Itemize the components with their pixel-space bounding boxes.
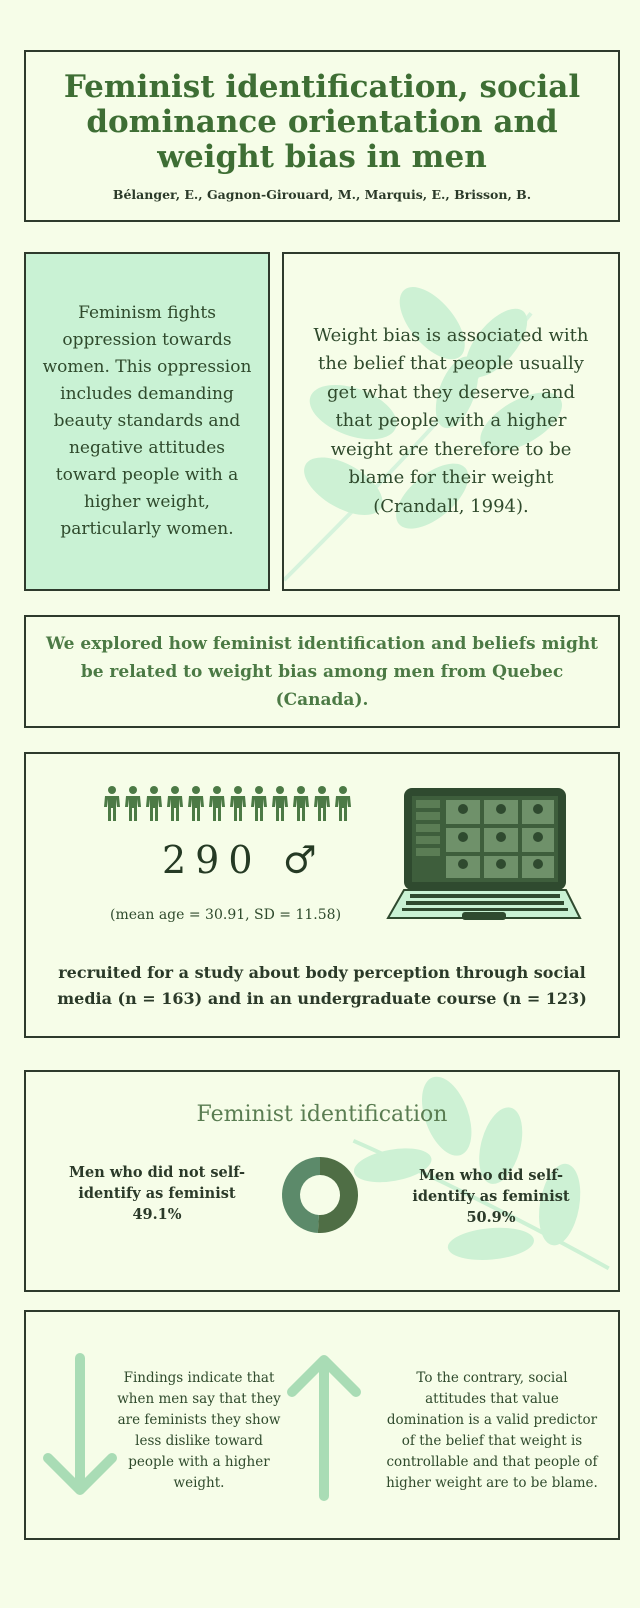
research-aim-panel xyxy=(24,615,620,728)
recruitment-text: recruited for a study about body perception through social media (n = 163) and in an undergraduate course (n = 123) xyxy=(57,963,587,1008)
people-icons xyxy=(104,786,356,822)
laptop-video-call-icon xyxy=(386,784,582,924)
person-icon xyxy=(167,786,183,821)
finding-domination-text: To the contrary, social attitudes that value domination is a valid predictor of the belief that weight is controllable and that people of higher weight are to be blame. xyxy=(386,1370,598,1491)
person-icon xyxy=(251,786,267,821)
participant-count: 290 ♂ xyxy=(162,838,326,882)
donut-slice-not-feminist xyxy=(282,1157,320,1233)
feminist-percent: 50.9% xyxy=(466,1209,516,1226)
title-panel xyxy=(24,50,620,222)
person-icon xyxy=(335,786,351,821)
weight-bias-text: Weight bias is associated with the belief that people usually get what they deserve, and that people with a higher weight are therefore to be blame for their weight (Crandall, 1994). xyxy=(313,324,589,517)
arrow-down-icon xyxy=(40,1350,120,1500)
person-icon xyxy=(146,786,162,821)
person-icon xyxy=(272,786,288,821)
weight-bias-panel xyxy=(282,252,620,591)
person-icon xyxy=(125,786,141,821)
feminist-caption: Men who did self-identify as feminist xyxy=(412,1167,570,1205)
mean-age-text: (mean age = 30.91, SD = 11.58) xyxy=(110,907,342,923)
identification-panel xyxy=(24,1070,620,1292)
page-title: Feminist identification, social dominance orientation and weight bias in men xyxy=(63,69,581,175)
not-feminist-caption: Men who did not self-identify as feminist xyxy=(68,1164,246,1202)
identification-donut-chart xyxy=(280,1155,360,1235)
person-icon xyxy=(293,786,309,821)
identification-heading: Feminist identification xyxy=(196,1102,448,1127)
finding-feminist-text: Findings indicate that when men say that they are feminists they show less dislike toward people with a higher weight. xyxy=(117,1370,281,1491)
person-icon xyxy=(209,786,225,821)
feminism-text: Feminism fights oppression towards women. This oppression includes demanding beauty standards and negative attitudes toward people with a higher weight, particularly women. xyxy=(42,303,252,539)
person-icon xyxy=(188,786,204,821)
research-aim-text: We explored how feminist identification and beliefs might be related to weight bias among men from Quebec (Canada). xyxy=(45,633,599,710)
feminism-panel xyxy=(24,252,270,591)
person-icon xyxy=(104,786,120,821)
arrow-up-icon xyxy=(284,1348,364,1504)
participants-panel xyxy=(24,752,620,1038)
donut-slice-feminist xyxy=(318,1157,358,1233)
findings-panel xyxy=(24,1310,620,1540)
person-icon xyxy=(230,786,246,821)
person-icon xyxy=(314,786,330,821)
not-feminist-label xyxy=(62,1162,252,1225)
not-feminist-percent: 49.1% xyxy=(132,1206,182,1223)
feminist-label xyxy=(406,1165,576,1228)
authors-line: Bélanger, E., Gagnon-Girouard, M., Marquis, E., Brisson, B. xyxy=(112,187,532,202)
